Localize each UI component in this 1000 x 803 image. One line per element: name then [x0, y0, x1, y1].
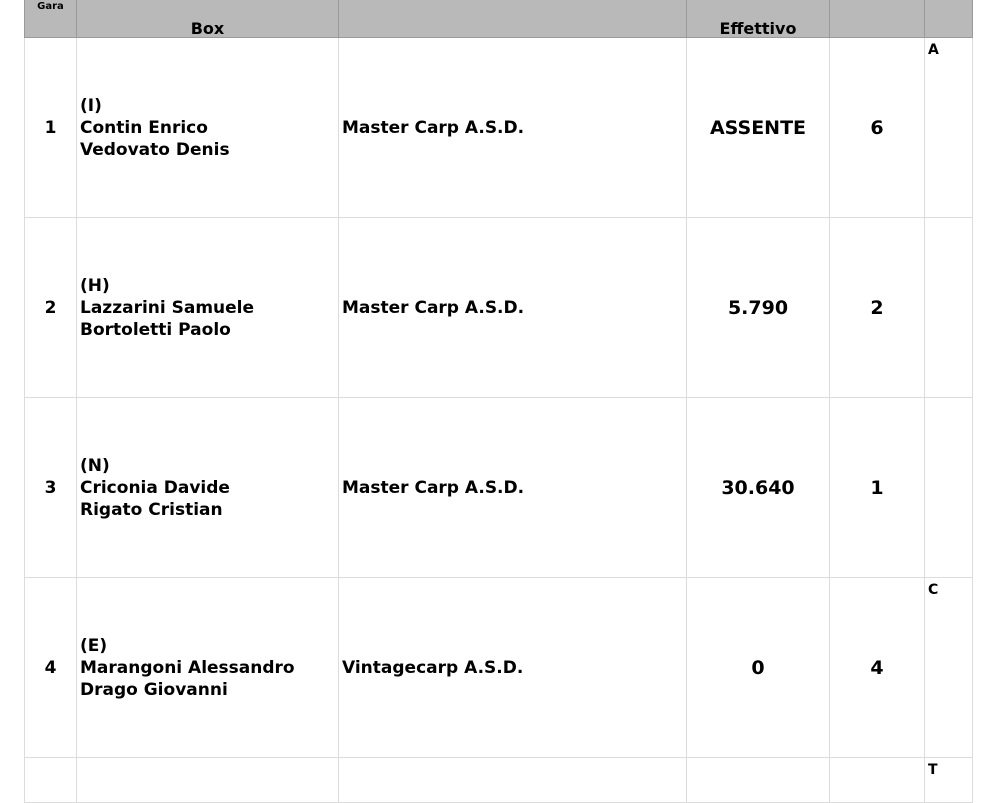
team-cell — [77, 758, 339, 803]
sector-letter: A — [925, 38, 973, 218]
table-row — [25, 398, 973, 578]
row-number: 1 — [25, 38, 77, 218]
angler-name: Vedovato Denis — [80, 139, 230, 160]
row-number: 4 — [25, 578, 77, 758]
header-peso — [687, 0, 830, 38]
weight-value: ASSENTE — [687, 38, 830, 218]
table-row — [25, 38, 973, 218]
row-number: 2 — [25, 218, 77, 398]
header-settore — [925, 0, 973, 38]
weight-value — [687, 758, 830, 803]
club-name — [339, 758, 687, 803]
angler-name: Criconia Davide — [80, 477, 230, 498]
header-peso-line2: Effettivo — [719, 19, 797, 38]
club-name: Master Carp A.S.D. — [339, 38, 687, 218]
team-cell — [77, 398, 339, 578]
club-name: Master Carp A.S.D. — [339, 398, 687, 578]
placement-value: 2 — [830, 218, 925, 398]
sector-letter — [925, 398, 973, 578]
table-row — [25, 758, 973, 803]
weight-value: 30.640 — [687, 398, 830, 578]
results-table — [24, 0, 973, 803]
header-box — [77, 0, 339, 38]
sector-letter: C — [925, 578, 973, 758]
angler-name: Lazzarini Samuele — [80, 297, 255, 318]
placement-value — [830, 758, 925, 803]
box-code: (N) — [80, 455, 110, 476]
box-code: (I) — [80, 95, 102, 116]
row-number — [25, 758, 77, 803]
sector-letter: T — [925, 758, 973, 803]
angler-name: Drago Giovanni — [80, 679, 228, 700]
header-box-line2: Box — [190, 19, 225, 38]
placement-value: 1 — [830, 398, 925, 578]
box-code: (H) — [80, 275, 110, 296]
placement-value: 4 — [830, 578, 925, 758]
team-cell — [77, 218, 339, 398]
weight-value: 5.790 — [687, 218, 830, 398]
header-piazzamento — [830, 0, 925, 38]
results-sheet — [24, 0, 972, 803]
table-row — [25, 578, 973, 758]
header-societa — [339, 0, 687, 38]
angler-name: Marangoni Alessandro — [80, 657, 295, 678]
box-code: (E) — [80, 635, 108, 656]
table-row — [25, 218, 973, 398]
angler-name: Bortoletti Paolo — [80, 319, 231, 340]
row-number: 3 — [25, 398, 77, 578]
team-cell — [77, 38, 339, 218]
angler-name: Rigato Cristian — [80, 499, 223, 520]
club-name: Master Carp A.S.D. — [339, 218, 687, 398]
team-cell — [77, 578, 339, 758]
header-row — [25, 0, 973, 38]
header-gara: Gara — [25, 0, 77, 38]
placement-value: 6 — [830, 38, 925, 218]
angler-name: Contin Enrico — [80, 117, 208, 138]
club-name: Vintagecarp A.S.D. — [339, 578, 687, 758]
sector-letter — [925, 218, 973, 398]
weight-value: 0 — [687, 578, 830, 758]
